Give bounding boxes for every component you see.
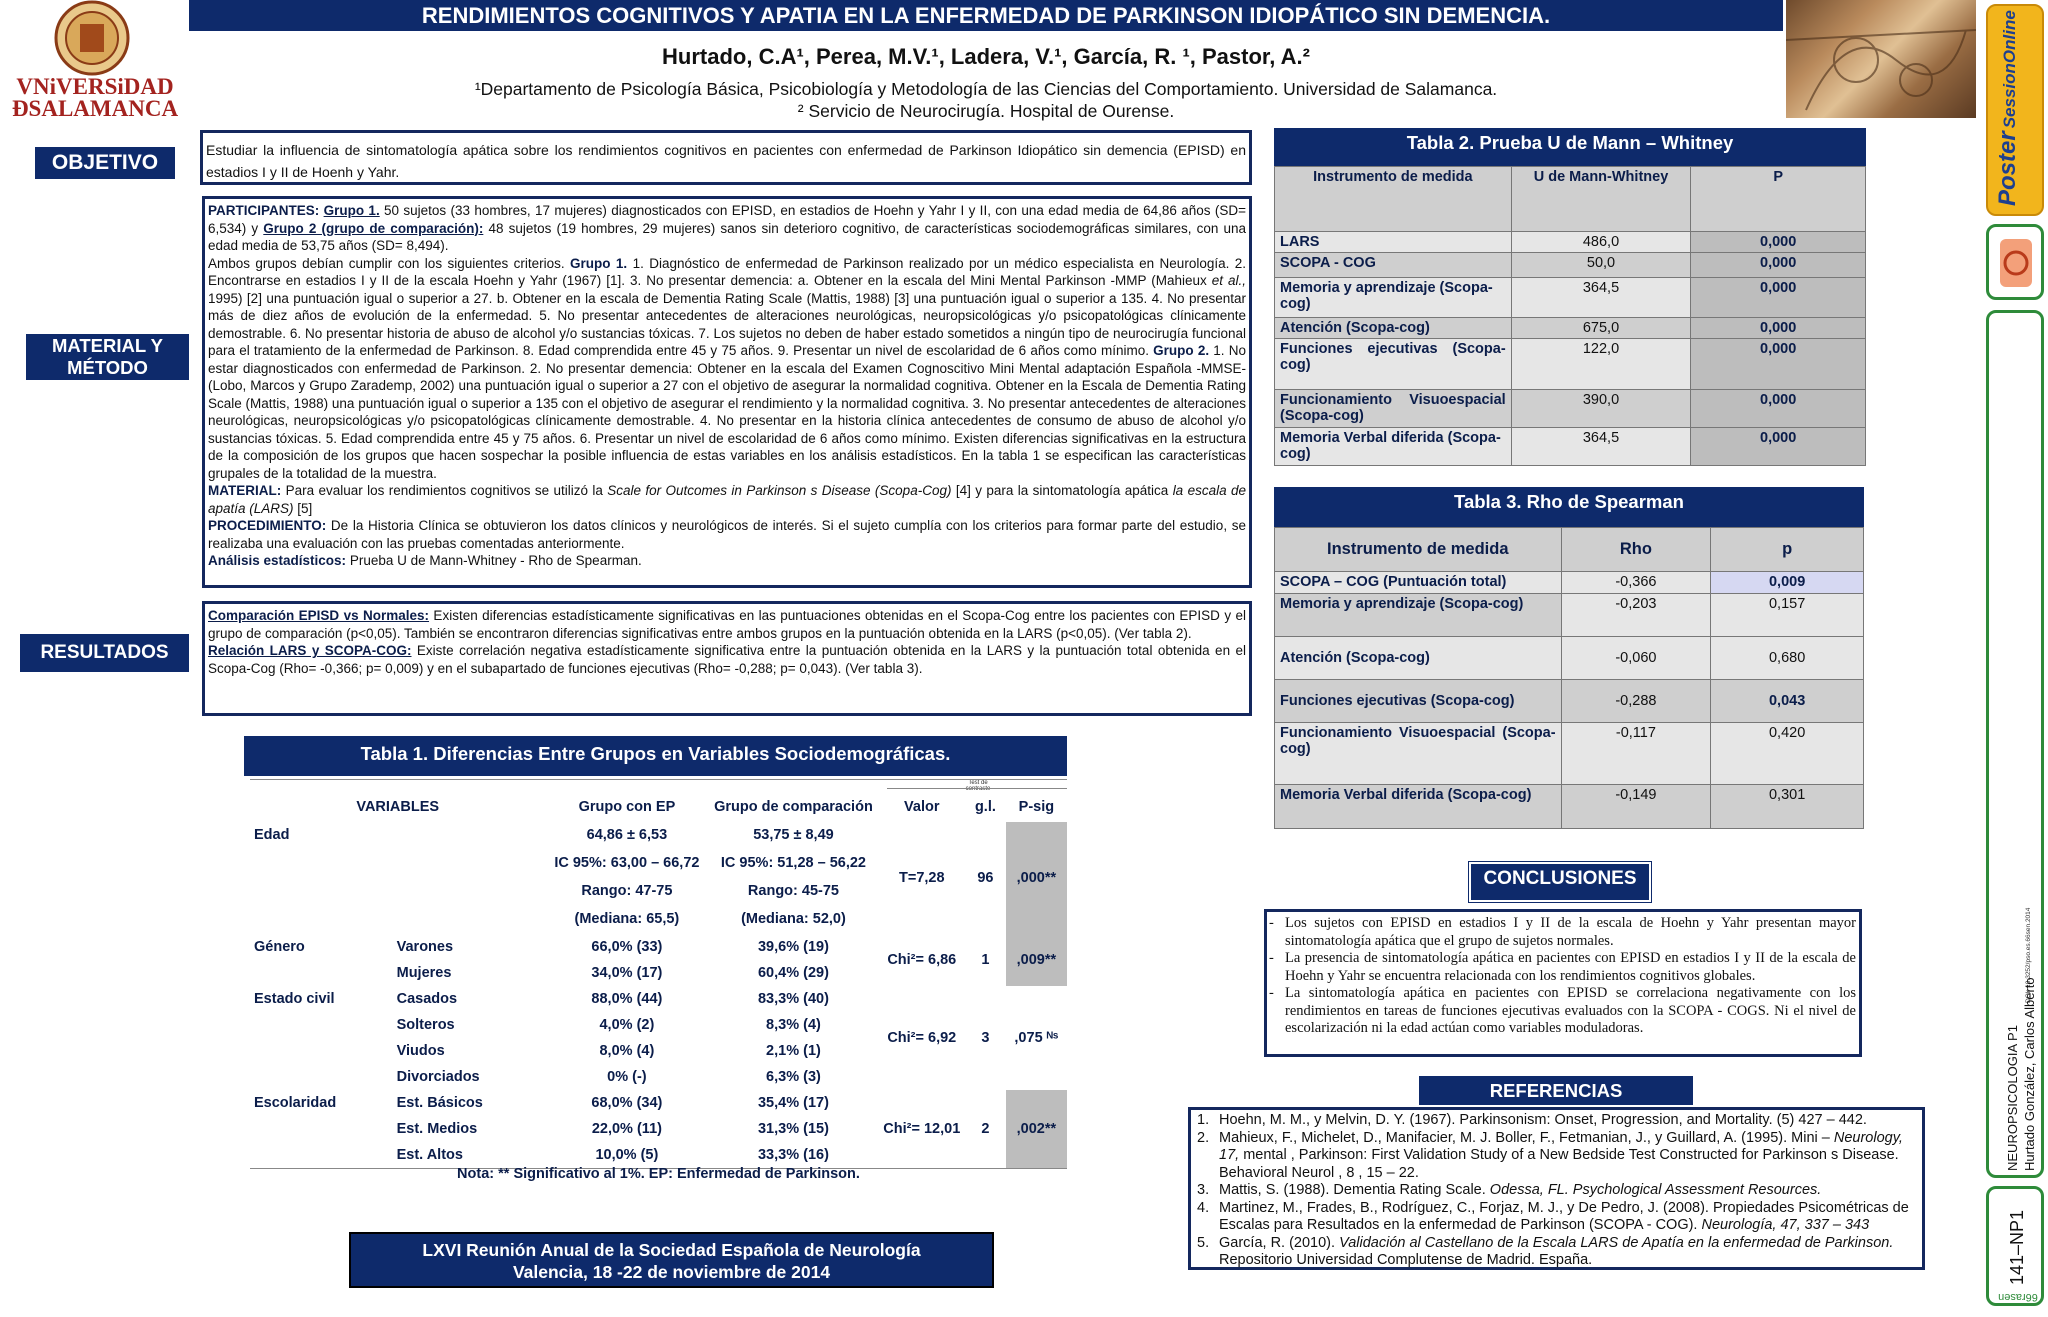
table-row: (Mediana: 65,5) (Mediana: 52,0) (574, 911, 846, 927)
tabla2 (1274, 166, 1866, 466)
list-item: 5. García, R. (2010). Validación al Castellano de la Escala LARS de Apatía en la enfermedad de Parkinson. Repositorio Universidad Complutense de Madrid. España. (1197, 1234, 1894, 1268)
referencias-box (1188, 1107, 1925, 1270)
table-row: IC 95%: 63,00 – 66,72 IC 95%: 51,28 – 56,22 (554, 855, 866, 871)
list-item: - La presencia de sintomatología apática en pacientes con EPISD en estadios I y II de la escala de Hoehn y Yahr se encuentra relacionada con los rendimientos cognitivos globales. (1267, 950, 1856, 985)
poster-label: Poster (1994, 131, 2021, 206)
list-item: 3. Mattis, S. (1988). Dementia Rating Scale. Odessa, FL. Psychological Assessment Resources. (1197, 1182, 1822, 1198)
table-row: Mujeres 34,0% (17) 60,4% (29) (396, 965, 829, 981)
section-text: NEUROPSICOLOGIA P1 (2005, 1025, 2020, 1171)
table-row: SCOPA – COG (Puntuación total) -0,366 0,009 (1275, 572, 1864, 594)
table-row: Instrumento de medida U de Mann-Whitney P (1275, 167, 1866, 232)
logo-line1: VNiVERSiDAD (16, 74, 174, 99)
tabla1-top-rule (250, 779, 1067, 780)
logo-line2: ÐSALAMANCA (11, 96, 179, 121)
tabla3 (1274, 527, 1864, 829)
table-row: Atención (Scopa-cog) 675,0 0,000 (1275, 318, 1866, 339)
tabla1 (250, 792, 1067, 1169)
session-online-label: SessionOnline (2000, 10, 2019, 129)
tabla1-sub-rule (887, 788, 1067, 789)
objetivo-box (200, 130, 1252, 185)
resultados-text: Comparación EPISD vs Normales: Existen diferencias estadísticamente significativas en las puntuaciones obtenidas en el Scopa-Cog entre los pacientes con EPISD y el grupo de comparación (p<0,05). También se encontraron diferencias significativas entre ambos grupos en la puntuación obtenida en la LARS (p<0,05). (Ver tabla 2). Relación LARS y SCOPA-COG: Existe correlación negativa estadísticamente significativa entre la puntuación obtenida en la LARS y la puntuación total obtenida en el Scopa-Cog (Rho= -0,366; p= 0,009) y en el subapartado de funciones ejecutivas (Rho= -0,288; p= 0,043). (Ver tabla 3). (208, 608, 1246, 676)
author-text: Hurtado González, Carlos Alberto (2022, 977, 2037, 1171)
list-item: - Los sujetos con EPISD en estadios I y II de la escala de Hoehn y Yahr presentan mayor sintomatología apática que el grupo de sujetos normales. (1267, 915, 1856, 950)
table-row: LARS 486,0 0,000 (1275, 232, 1866, 253)
table-row: Funciones ejecutivas (Scopa-cog) 122,0 0,000 (1275, 339, 1866, 390)
poster-session-badge[interactable] (1986, 4, 2044, 216)
table-row: Memoria y aprendizaje (Scopa-cog) -0,203 0,157 (1275, 594, 1864, 637)
congress-footer: LXVI Reunión Anual de la Sociedad Española de Neurología Valencia, 18 -22 de noviembre de 2014 (349, 1232, 994, 1288)
building-photo (1786, 0, 1976, 118)
conclusiones-label: CONCLUSIONES (1469, 862, 1651, 902)
list-item: 1. Hoehn, M. M., y Melvin, D. Y. (1967). Parkinsonism: Onset, Progression, and Mortality. (5) 427 – 442. (1197, 1112, 1867, 1128)
table-row: Funcionamiento Visuoespacial (Scopa-cog) 390,0 0,000 (1275, 390, 1866, 428)
section-label-resultados: RESULTADOS (20, 634, 189, 672)
table-row: Memoria Verbal diferida (Scopa-cog) -0,149 0,301 (1275, 785, 1864, 829)
section-label-objetivo: OBJETIVO (35, 147, 175, 179)
affiliation-1: ¹Departamento de Psicología Básica, Psicobiología y Metodología de las Ciencias del Comportamiento. Universidad de Salamanca. (474, 79, 1498, 99)
list-item: - La sintomatología apática en pacientes con EPISD se correlaciona negativamente con los rendimientos en tareas de funciones ejecutivas evaluados con la SCOPA - COGS. Ni el nivel de escolarización ni la edad actúan como variables moduladoras. (1267, 985, 1856, 1038)
table-row: Género Varones 66,0% (33) 39,6% (19) Chi²= 6,86 1 ,009** (250, 934, 1067, 960)
poster-info-panel (1986, 310, 2044, 1178)
tabla2-title: Tabla 2. Prueba U de Mann – Whitney (1274, 128, 1866, 166)
table-row: Viudos 8,0% (4) 2,1% (1) (396, 1043, 821, 1059)
table-row: Solteros 4,0% (2) 8,3% (4) (396, 1017, 821, 1033)
authors: Hurtado, C.A¹, Perea, M.V.¹, Ladera, V.¹, García, R. ¹, Pastor, A.² (662, 44, 1310, 69)
table-row: Rango: 47-75 Rango: 45-75 (581, 883, 839, 899)
table-row: Atención (Scopa-cog) -0,060 0,680 (1275, 637, 1864, 680)
table-row: Estado civil Casados 88,0% (44) 83,3% (40) Chi²= 6,92 3 ,075 ᴺˢ (254, 991, 1059, 1046)
poster-code: 141–NP1 (2007, 1209, 2027, 1285)
seal-icon (42, 0, 142, 78)
table-row: Est. Altos 10,0% (5) 33,3% (16) (250, 1142, 1067, 1168)
table-row: SCOPA - COG 50,0 0,000 (1275, 253, 1866, 278)
referencias-label: REFERENCIAS (1419, 1076, 1693, 1105)
table-row: Est. Medios 22,0% (11) 31,3% (15) (396, 1121, 829, 1137)
table-row: Edad 64,86 ± 6,53 53,75 ± 8,49 T=7,28 96 ,000** (250, 822, 1067, 848)
brand-text: 66rasen (1998, 1291, 2038, 1303)
list-item: 2. Mahieux, F., Michelet, D., Manifacier, M. J. Boller, F., Fetmanian, J., y Guillard, A. (1995). Mini – Neurology, 17, mental , Parkinson: First Validation Study of a New Bedside Test Constructed for Parkinson s Disease. Behavioral Neurol , 8 , 15 – 22. (1197, 1129, 1903, 1181)
table-row: Escolaridad Est. Básicos 68,0% (34) 35,4% (17) Chi²= 12,01 2 ,002** (250, 1090, 1067, 1116)
affiliation-2: ² Servicio de Neurocirugía. Hospital de Ourense. (797, 101, 1175, 121)
sen-logo-icon (1996, 235, 2036, 291)
table-row: Instrumento de medida Rho p (1275, 528, 1864, 572)
poster-title-bar (189, 0, 1783, 31)
table-row: Memoria y aprendizaje (Scopa-cog) 364,5 0,000 (1275, 278, 1866, 318)
tabla1-note: Nota: ** Significativo al 1%. EP: Enfermedad de Parkinson. (457, 1166, 860, 1182)
list-item: 4. Martinez, M., Frades, B., Rodríguez, C., Forjaz, M. J., y De Pedro, J. (2008). Propiedades Psicométricas de Escalas para Resultados en la enfermedad de Parkinson (SCOPA - COG). Neurología, 47, 337 – 343 (1197, 1199, 1909, 1233)
table-row: Divorciados 0% (-) 6,3% (3) (396, 1069, 821, 1085)
objetivo-text: Estudiar la influencia de sintomatología apática sobre los rendimientos cognitivos en pacientes con enfermedad de Parkinson Idiopático sin demencia (EPISD) en estadios I y II de Hoenh y Yahr. (206, 142, 1246, 180)
table-row: Funcionamiento Visuoespacial (Scopa-cog) -0,117 0,420 (1275, 723, 1864, 785)
facade-ornament-icon (1786, 0, 1976, 118)
table-row: Memoria Verbal diferida (Scopa-cog) 364,5 0,000 (1275, 428, 1866, 466)
university-logo (0, 0, 185, 122)
doi-text: DOI: 10.3252/pso.es.66sen.2014 (2025, 907, 2032, 1003)
table-row: Funciones ejecutivas (Scopa-cog) -0,288 0,043 (1275, 680, 1864, 723)
conclusiones-list (1267, 915, 1856, 1038)
tabla1-test-label: Test de contraste (965, 780, 991, 792)
poster-title: RENDIMIENTOS COGNITIVOS Y APATIA EN LA ENFERMEDAD DE PARKINSON IDIOPÁTICO SIN DEMENCIA. (421, 3, 1551, 28)
section-label-material: MATERIAL Y MÉTODO (26, 334, 189, 380)
sen-logo-button[interactable] (1986, 224, 2044, 300)
resultados-box (202, 601, 1252, 716)
tabla3-title: Tabla 3. Rho de Spearman (1274, 487, 1864, 527)
conclusiones-box (1264, 909, 1862, 1057)
metodo-text: PARTICIPANTES: Grupo 1. 50 sujetos (33 hombres, 17 mujeres) diagnosticados con EPISD, en estadios de Hoehn y Yahr I y II, con una edad media de 64,86 años (SD= 6,534) y Grupo 2 (grupo de comparación): 48 sujetos (19 hombres, 29 mujeres) sanos sin deterioro cognitivo, de características sociodemográficas similares, con una edad media de 53,75 años (SD= 8,494). Ambos grupos debían cumplir con los siguientes criterios. Grupo 1. 1. Diagnóstico de enfermedad de Parkinson realizado por un médico especialista en Neurología. 2. Encontrarse en estadios I y II de la escala Hoehn y Yahr (1967) [1]. 3. No presentar demencia: a. Obtener en la escala del Mini Mental Parkinson -MMP (Mahieux et al., 1995) [2] una puntuación igual o superior a 27. b. Obtener en la escala de Dementia Rating Scale (Mattis, 1988) [3] una puntuación igual o superior a 135. 4. No presentar más de diez años de evolución de la enfermedad. 5. No presentar antecedentes de alteraciones neurológicas, neuropsicológicas y/o psicopatológicas clínicamente demostrable. 6. No presentar historia de abuso de alcohol y/o sustancias tóxicas. 7. Los sujetos no deben de haber estado sometidos a ningún tipo de neurocirugía funcional para el tratamiento de la enfermedad de Parkinson. 8. Edad comprendida entre 45 y 75 años. 9. Presentar un nivel de escolaridad de 6 años como mínimo. Grupo 2. 1. No estar diagnosticados con enfermedad de Parkinson. 2. No presentar demencia: Obtener en la escala del Examen Cognoscitivo Mini Mental adaptación Española -MMSE- (Lobo, Marcos y Grupo Zarademp, 2002) una puntuación igual o superior a 27 con el objetivo de asegurar la normalidad cognitiva. Obtener en la Escala de Dementia Rating Scale (Mattis, 1988) una puntuación igual o superior a 135 con el objetivo de asegurar el rendimiento y la normalidad cognitiva. 3. No presentar antecedentes de alteraciones neurológicas, neuropsicológicas y/o psicopatológicas clínicamente demostrable. 4. No presentar en la historia clínica antecedentes de consumo de abuso de alcohol y/o sustancias tóxicas. 5. Edad comprendida entre 45 y 75 años. 6. Presentar un nivel de escolaridad de 6 años como mínimo. Existen diferencias significativas en la estructura de la composición de los grupos que hacen sospechar la posible influencia de estas variables en los análisis estadísticos. En la tabla 1 se especifican las características grupales de la totalidad de la muestra. MATERIAL: Para evaluar los rendimientos cognitivos se utilizó la Scale for Outcomes in Parkinson s Disease (Scopa-Cog) [4] y para la sintomatología apática la escala de apatía (LARS) [5] PROCEDIMIENTO: De la Historia Clínica se obtuvieron los datos clínicos y neurológicos de interés. Si el sujeto cumplía con los criterios para formar parte del estudio, se realizaba una evaluación con las pruebas comentadas anteriormente. Análisis estadísticos: Prueba U de Mann-Whitney - Rho de Spearman. (208, 203, 1247, 568)
tabla1-title: Tabla 1. Diferencias Entre Grupos en Variables Sociodemográficas. (244, 736, 1067, 776)
metodo-box (202, 196, 1252, 588)
referencias-list (1195, 1112, 1918, 1270)
table-row: VARIABLES Grupo con EP Grupo de comparación Valor g.l. P-sig (356, 799, 1055, 815)
poster-code-panel (1986, 1186, 2044, 1306)
